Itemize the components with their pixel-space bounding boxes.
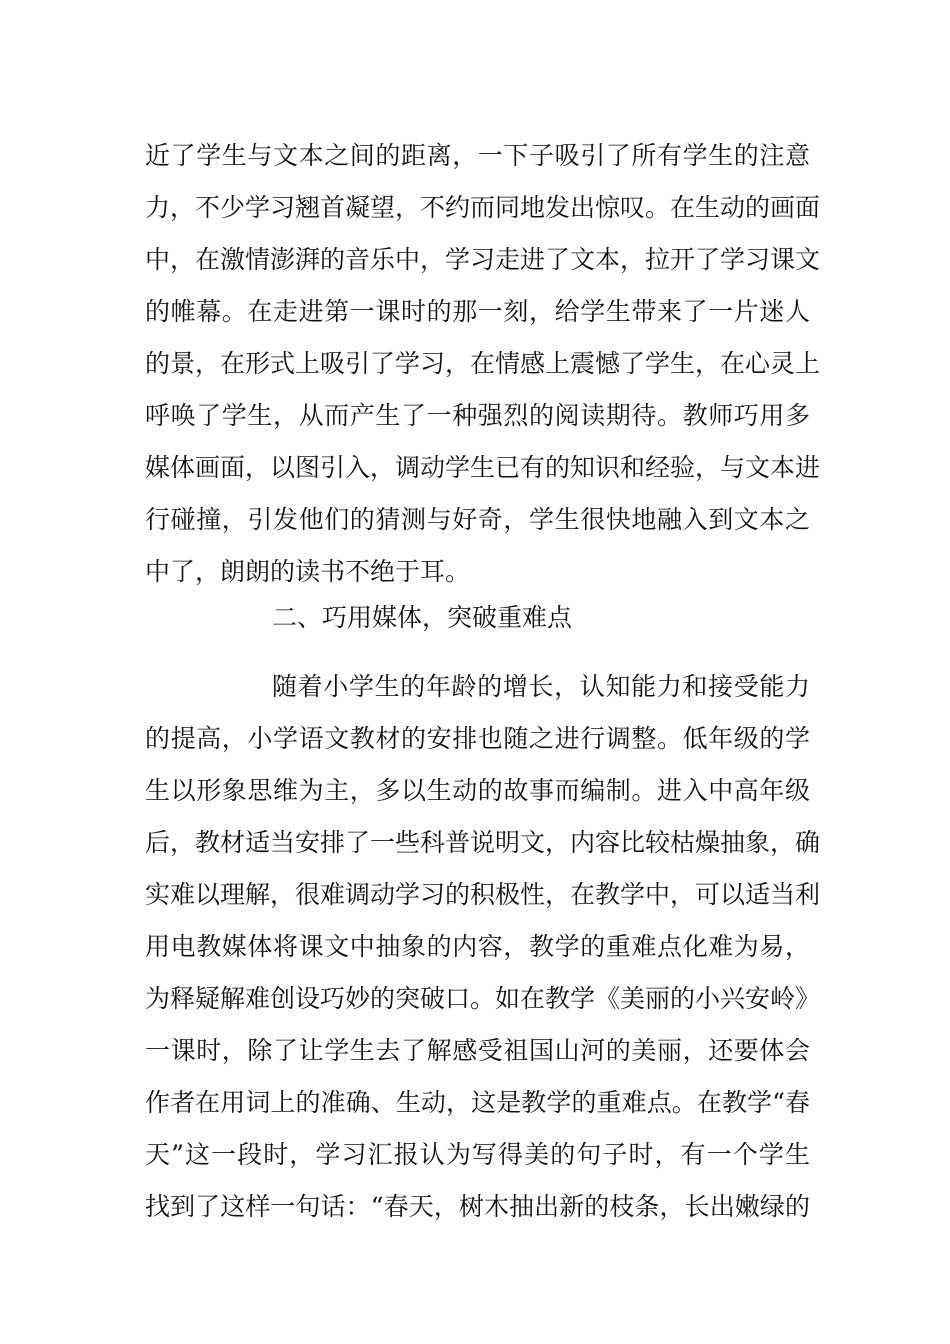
paragraph-2-line: 用电教媒体将课文中抽象的内容，教学的重难点化难为易， (145, 932, 810, 961)
paragraph-1-line: 中了，朗朗的读书不绝于耳。 (145, 557, 471, 586)
paragraph-2-line: 一课时，除了让学生去了解感受祖国山河的美丽，还要体会 (145, 1036, 810, 1065)
paragraph-2-line: 找到了这样一句话：“春天，树木抽出新的枝条，长出嫩绿的 (145, 1192, 810, 1221)
paragraph-1-line: 的景，在形式上吸引了学习，在情感上震憾了学生，在心灵上 (145, 349, 821, 378)
paragraph-2-line: 实难以理解，很难调动学习的积极性，在教学中，可以适当利 (145, 880, 821, 909)
paragraph-1-line: 的帷幕。在走进第一课时的那一刻，给学生带来了一片迷人 (145, 297, 810, 326)
section-heading-text: 二、巧用媒体，突破重难点 (272, 603, 573, 632)
paragraph-2-line: 后，教材适当安排了一些科普说明文，内容比较枯燥抽象，确 (145, 828, 821, 857)
paragraph-1-line: 近了学生与文本之间的距离，一下子吸引了所有学生的注意 (145, 141, 810, 170)
paragraph-2-line: 为释疑解难创设巧妙的突破口。如在教学《美丽的小兴安岭》 (145, 984, 821, 1013)
paragraph-1-line: 媒体画面，以图引入，调动学生已有的知识和经验，与文本进 (145, 453, 821, 482)
section-heading (145, 592, 810, 644)
paragraph-2-line: 天”这一段时，学习汇报认为写得美的句子时，有一个学生 (145, 1140, 810, 1169)
paragraph-1 (145, 130, 821, 598)
paragraph-1-line: 呼唤了学生，从而产生了一种强烈的阅读期待。教师巧用多 (145, 401, 810, 430)
paragraph-1-line: 行碰撞，引发他们的猜测与好奇，学生很快地融入到文本之 (145, 505, 810, 534)
paragraph-2-line: 随着小学生的年龄的增长，认知能力和接受能力 (272, 672, 810, 701)
paragraph-2 (145, 661, 821, 1233)
paragraph-1-line: 力，不少学习翘首凝望，不约而同地发出惊叹。在生动的画面 (145, 193, 821, 222)
paragraph-1-line: 中，在激情澎湃的音乐中，学习走进了文本，拉开了学习课文 (145, 245, 821, 274)
paragraph-2-line: 的提高，小学语文教材的安排也随之进行调整。低年级的学 (145, 724, 810, 753)
paragraph-2-line: 作者在用词上的准确、生动，这是教学的重难点。在教学“春 (145, 1088, 810, 1117)
paragraph-2-line: 生以形象思维为主，多以生动的故事而编制。进入中高年级 (145, 776, 810, 805)
